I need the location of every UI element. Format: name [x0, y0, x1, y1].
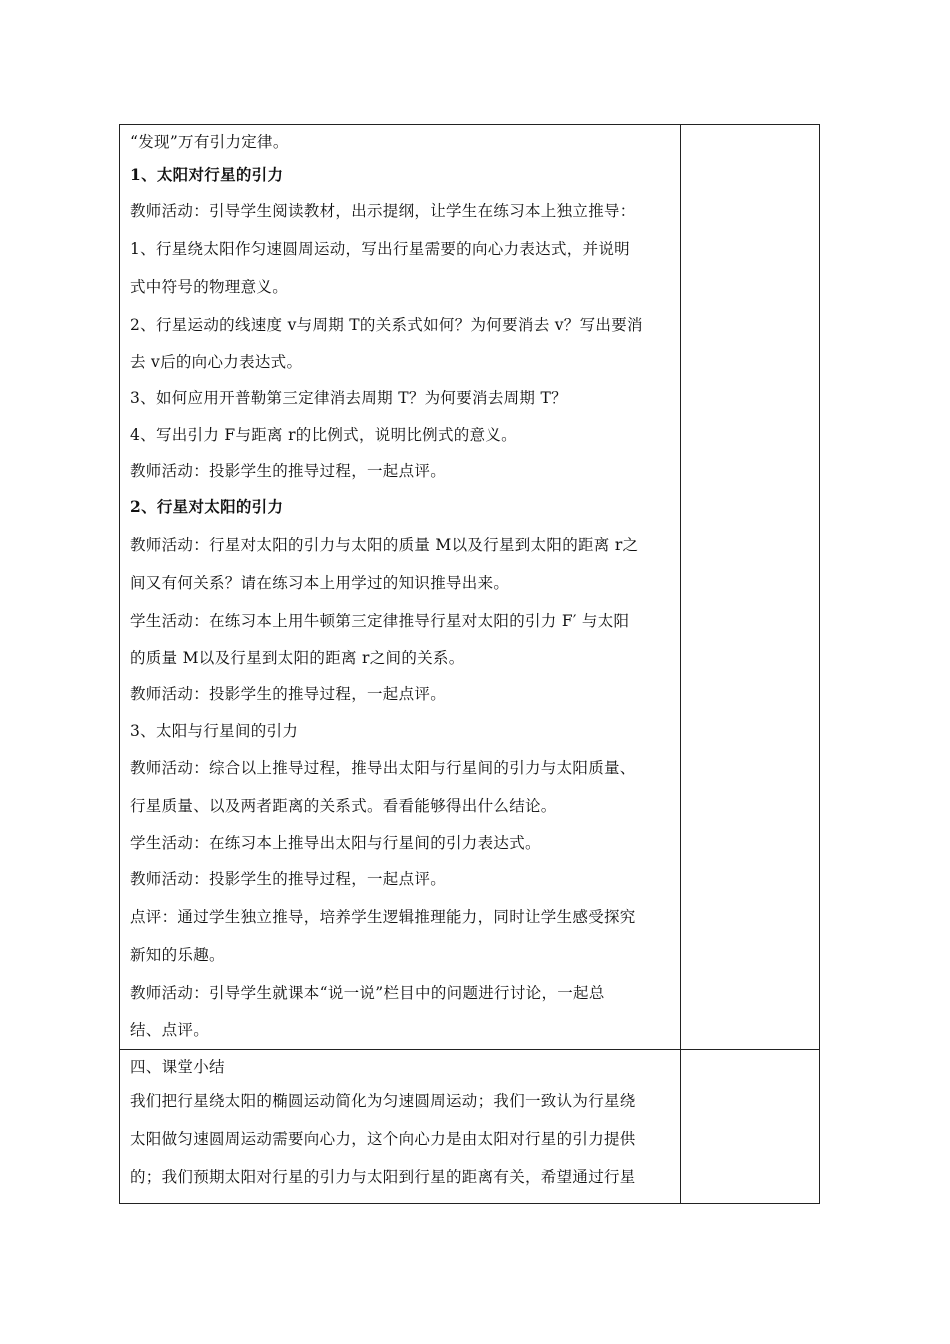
paragraph-line: “发现”万有引力定律。: [130, 133, 289, 151]
paragraph-line: 式中符号的物理意义。: [130, 277, 289, 296]
paragraph-line: 4、写出引力 F与距离 r的比例式，说明比例式的意义。: [130, 425, 517, 444]
side-notes-cell: [681, 1050, 820, 1204]
paragraph-line: 教师活动：投影学生的推导过程，一起点评。: [130, 461, 447, 480]
table-row: [120, 1050, 820, 1204]
paragraph-line: 结、点评。: [130, 1020, 210, 1039]
paragraph-line: 行星质量、以及两者距离的关系式。看看能够得出什么结论。: [130, 796, 557, 815]
paragraph-line: 教师活动：投影学生的推导过程，一起点评。: [130, 870, 447, 889]
paragraph-line: 2、行星运动的线速度 v与周期 T的关系式如何？为何要消去 v？写出要消: [130, 315, 643, 334]
section-heading: 2、行星对太阳的引力: [130, 497, 284, 517]
paragraph-line: 点评：通过学生独立推导，培养学生逻辑推理能力，同时让学生感受探究: [130, 907, 636, 926]
main-content-cell: [120, 125, 681, 1050]
paragraph-line: 我们把行星绕太阳的椭圆运动简化为匀速圆周运动；我们一致认为行星绕: [130, 1092, 636, 1110]
side-notes-cell: [681, 125, 820, 1050]
summary-cell: [120, 1050, 681, 1204]
section-heading: 3、太阳与行星间的引力: [130, 721, 299, 740]
paragraph-line: 学生活动：在练习本上用牛顿第三定律推导行星对太阳的引力 F′ 与太阳: [130, 611, 630, 630]
section-heading: 1、太阳对行星的引力: [130, 165, 284, 184]
paragraph-line: 教师活动：引导学生就课本“说一说”栏目中的问题进行讨论，一起总: [130, 983, 605, 1002]
paragraph-line: 间又有何关系？请在练习本上用学过的知识推导出来。: [130, 573, 510, 592]
paragraph-line: 教师活动：行星对太阳的引力与太阳的质量 M以及行星到太阳的距离 r之: [130, 535, 639, 554]
paragraph-line: 3、如何应用开普勒第三定律消去周期 T？为何要消去周期 T？: [130, 389, 567, 408]
paragraph-line: 太阳做匀速圆周运动需要向心力，这个向心力是由太阳对行星的引力提供: [130, 1130, 636, 1148]
section-heading: 四、课堂小结: [130, 1058, 225, 1076]
table-row: [120, 125, 820, 1050]
paragraph-line: 教师活动：综合以上推导过程，推导出太阳与行星间的引力与太阳质量、: [130, 758, 636, 777]
paragraph-line: 去 v后的向心力表达式。: [130, 352, 303, 371]
paragraph-line: 教师活动：投影学生的推导过程，一起点评。: [130, 685, 447, 704]
paragraph-line: 的；我们预期太阳对行星的引力与太阳到行星的距离有关，希望通过行星: [130, 1168, 636, 1186]
paragraph-line: 新知的乐趣。: [130, 945, 225, 964]
lesson-plan-table: [119, 124, 820, 1204]
paragraph-line: 学生活动：在练习本上推导出太阳与行星间的引力表达式。: [130, 833, 541, 852]
paragraph-line: 教师活动：引导学生阅读教材，出示提纲，让学生在练习本上独立推导：: [130, 202, 636, 221]
paragraph-line: 的质量 M以及行星到太阳的距离 r之间的关系。: [130, 648, 465, 667]
paragraph-line: 1、行星绕太阳作匀速圆周运动，写出行星需要的向心力表达式，并说明: [130, 239, 630, 258]
